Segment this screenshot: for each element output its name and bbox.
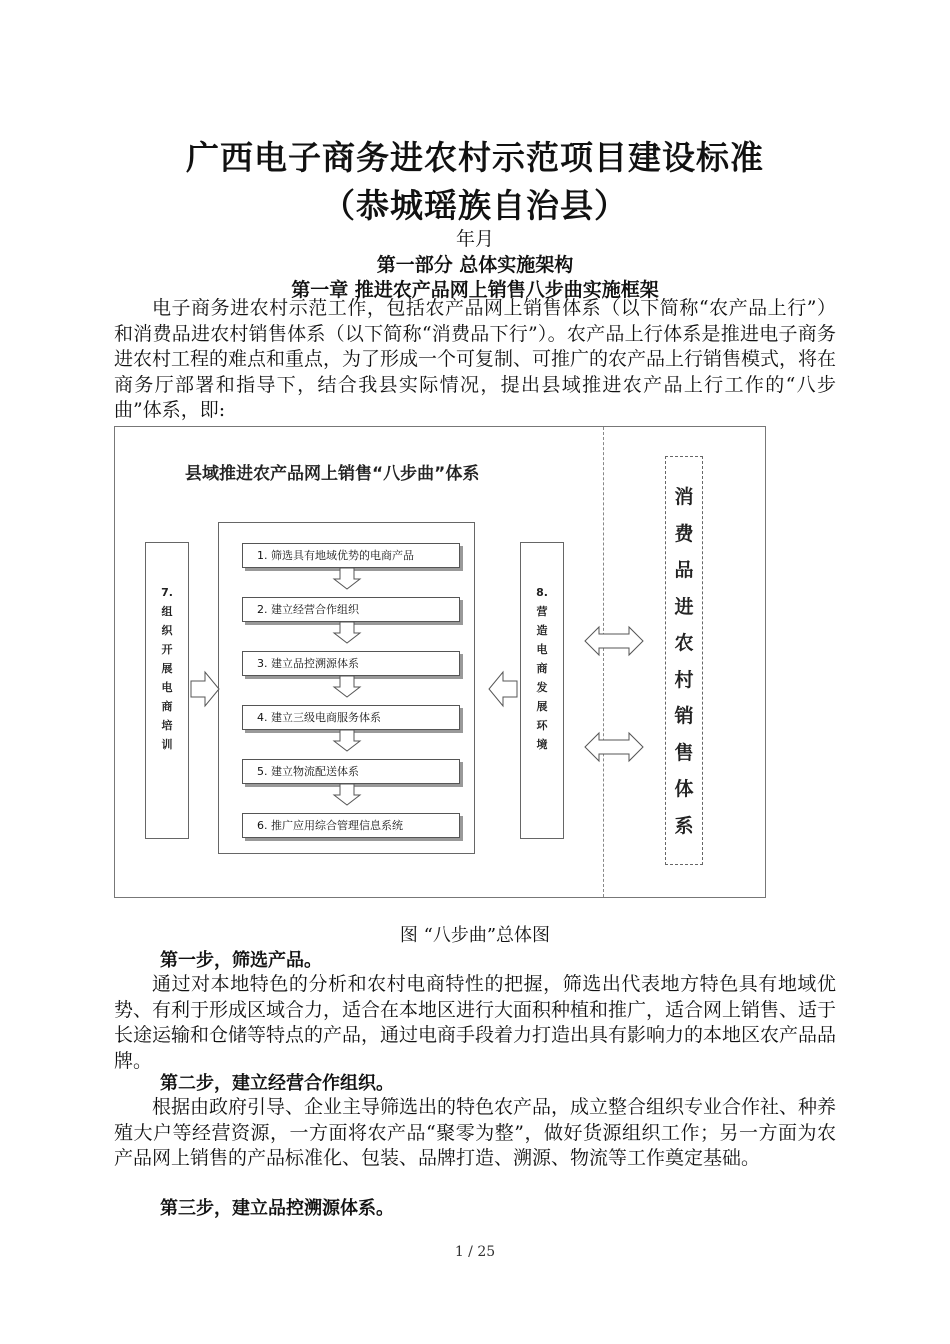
consumer-goods-box <box>665 456 703 865</box>
step-box-4: 4. 建立三级电商服务体系 <box>242 705 460 730</box>
step-box-5: 5. 建立物流配送体系 <box>242 759 460 784</box>
date-line: 年月 <box>455 228 494 250</box>
step2-paragraph: 根据由政府引导、企业主导筛选出的特色农产品，成立整合组织专业合作社、种养殖大户等经营资源，一方面将农产品“聚零为整”，做好货源组织工作；另一方面为农产品网上销售的产品标准化、包装、品牌打造、溯源、物流等工作奠定基础。 <box>114 1096 837 1169</box>
intro-paragraph: 电子商务进农村示范工作，包括农产品网上销售体系（以下简称“农产品上行”）和消费品进农村销售体系（以下简称“消费品下行”）。农产品上行体系是推进电子商务进农村工程的难点和重点，为了形成一个可复制、可推广的农产品上行销售模式，将在商务厅部署和指导下，结合我县实际情况，提出县域推进农产品上行工作的“八步曲”体系，即: <box>114 297 837 421</box>
page-number: 1 / 25 <box>454 1244 496 1260</box>
step3-heading: 第三步，建立品控溯源体系。 <box>160 1198 394 1219</box>
environment-box-label: 8. 营 造 电 商 发 展 环 境 <box>536 586 548 751</box>
consumer-goods-box-label: 消 费 品 进 农 村 销 售 体 系 <box>674 486 694 837</box>
figure-caption: 图 “八步曲”总体图 <box>399 925 551 946</box>
step-box-1: 1. 筛选具有地域优势的电商产品 <box>242 543 460 568</box>
step-box-2: 2. 建立经营合作组织 <box>242 597 460 622</box>
training-box <box>145 542 189 839</box>
right-arrow-icon <box>191 672 219 706</box>
diagram-divider <box>603 427 604 897</box>
left-arrow-icon <box>489 672 517 706</box>
part-heading: 第一部分 总体实施架构 <box>376 254 574 276</box>
diagram-title: 县域推进农产品网上销售“八步曲”体系 <box>185 464 480 484</box>
training-box-label: 7. 组 织 开 展 电 商 培 训 <box>161 586 173 751</box>
environment-box <box>520 542 564 839</box>
step2-heading: 第二步，建立经营合作组织。 <box>160 1073 394 1094</box>
document-subtitle: （恭城瑶族自治县） <box>322 186 628 225</box>
step-box-3: 3. 建立品控溯源体系 <box>242 651 460 676</box>
step1-heading: 第一步，筛选产品。 <box>160 950 322 971</box>
double-arrow-icon <box>585 627 643 655</box>
chapter-heading: 第一章 推进农产品网上销售八步曲实施框架 <box>291 279 659 301</box>
steps-container <box>218 522 475 854</box>
double-arrow-icon <box>585 733 643 761</box>
step-box-6: 6. 推广应用综合管理信息系统 <box>242 813 460 838</box>
eight-step-diagram <box>114 426 766 898</box>
document-title: 广西电子商务进农村示范项目建设标准 <box>186 138 764 177</box>
step1-paragraph: 通过对本地特色的分析和农村电商特性的把握，筛选出代表地方特色具有地域优势、有利于形成区域合力，适合在本地区进行大面积种植和推广，适合网上销售、适于长途运输和仓储等特点的产品，通过电商手段着力打造出具有影响力的本地区农产品品牌。 <box>114 973 837 1072</box>
